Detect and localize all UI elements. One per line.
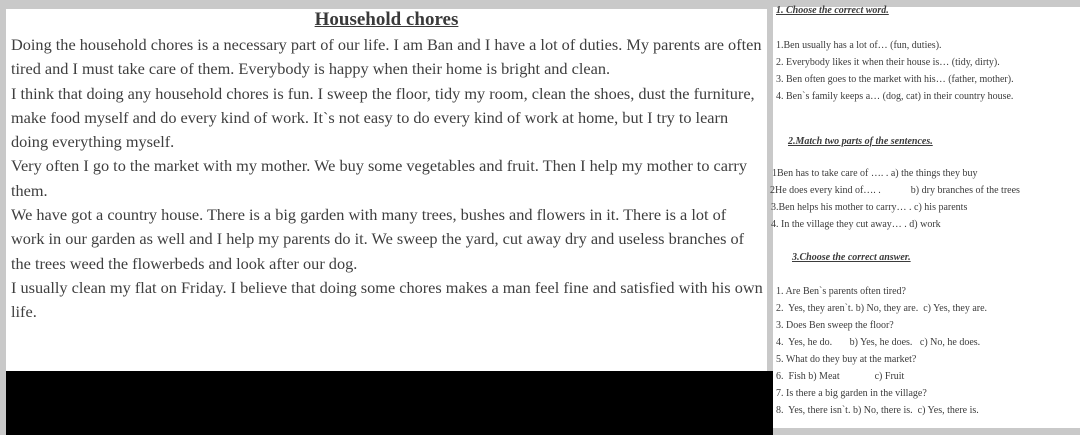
exercise-2-item: 1Ben has to take care of …. . a) the things they buy bbox=[772, 168, 978, 179]
paragraph: We have got a country house. There is a big garden with many trees, bushes and flowers in it. There is a lot of work in our garden as well and I help my parents do it. We sweep the yard, cut away dry and useless branches of the trees weed the flowerbeds and look after our dog. bbox=[11, 205, 745, 273]
paragraph: I think that doing any household chores is fun. I sweep the floor, tidy my room, clean the shoes, dust the furniture, make food myself and do every kind of work. It`s not easy to do every kind of work at home, but I try to learn doing everything myself. bbox=[11, 83, 755, 152]
paragraph: Very often I go to the market with my mother. We buy some vegetables and fruit. Then I help my mother to carry them. bbox=[11, 156, 747, 200]
exercise-1-item: 1.Ben usually has a lot of… (fun, duties). bbox=[776, 40, 942, 51]
passage-text bbox=[11, 33, 763, 325]
exercise-2-item: 3.Ben helps his mother to carry… . c) his parents bbox=[771, 202, 968, 213]
exercise-2-item: 4. In the village they cut away… . d) work bbox=[771, 219, 941, 230]
exercise-3-item: 4. Yes, he do. b) Yes, he does. c) No, he does. bbox=[776, 337, 981, 348]
exercise-2-item: 2He does every kind of…. . b) dry branches of the trees bbox=[770, 185, 1020, 196]
exercise-3-item: 6. Fish b) Meat c) Fruit bbox=[776, 371, 905, 382]
exercise-3-item: 5. What do they buy at the market? bbox=[776, 354, 917, 365]
exercise-1-heading: 1. Choose the correct word. bbox=[776, 5, 889, 16]
exercise-2-heading: 2.Match two parts of the sentences. bbox=[788, 136, 933, 147]
exercises-panel bbox=[770, 5, 1080, 428]
exercise-3-item: 7. Is there a big garden in the village? bbox=[776, 388, 927, 399]
passage-panel bbox=[6, 9, 767, 371]
exercise-3-item: 2. Yes, they aren`t. b) No, they are. c) Yes, they are. bbox=[776, 303, 988, 314]
exercise-1-item: 3. Ben often goes to the market with his… (father, mother). bbox=[776, 74, 1014, 85]
exercise-1-item: 2. Everybody likes it when their house is… (tidy, dirty). bbox=[776, 57, 1000, 68]
passage-title: Household chores bbox=[314, 9, 459, 30]
paragraph: Doing the household chores is a necessary part of our life. I am Ban and I have a lot of duties. My parents are often tired and I must take care of them. Everybody is happy when their home is bright and clean. bbox=[11, 35, 762, 79]
exercise-1-item: 4. Ben`s family keeps a… (dog, cat) in their country house. bbox=[776, 91, 1014, 102]
exercise-3-item: 8. Yes, there isn`t. b) No, there is. c) Yes, there is. bbox=[776, 405, 979, 416]
exercise-3-heading: 3.Choose the correct answer. bbox=[792, 252, 911, 263]
exercise-3-item: 1. Are Ben`s parents often tired? bbox=[776, 286, 906, 297]
paragraph: I usually clean my flat on Friday. I believe that doing some chores makes a man feel fine and satisfied with his own life. bbox=[11, 277, 763, 322]
exercise-3-item: 3. Does Ben sweep the floor? bbox=[776, 320, 894, 331]
black-bar bbox=[6, 371, 773, 435]
